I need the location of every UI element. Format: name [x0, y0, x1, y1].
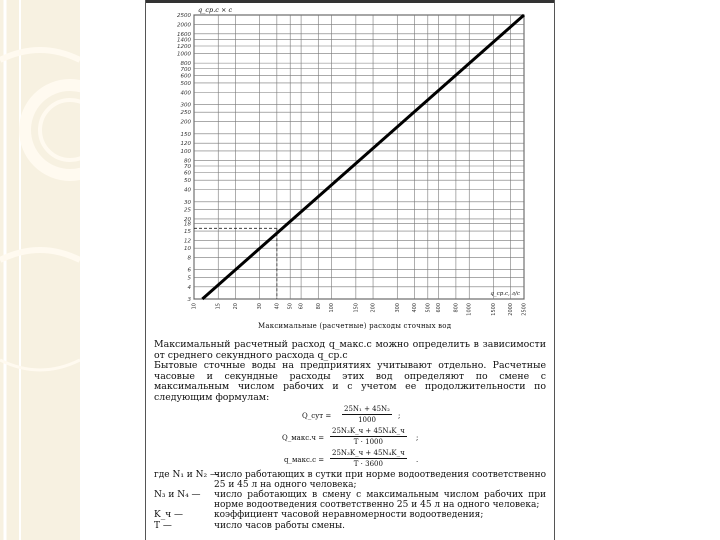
definition-symbol: T —	[154, 520, 172, 531]
definition-text: число работающих в смену с максимальным числом рабочих при норме водоотведения соответственно 25 и 45 л на одного человека;	[214, 489, 546, 511]
formula-3-denominator: T · 3600	[353, 460, 383, 469]
definition-symbol: K_ч —	[154, 510, 184, 521]
paragraph-1: Максимальный расчетный расход q_макс.с можно определить в зависимости от среднего секундного расхода q_ср.с	[154, 339, 546, 361]
x-tick-label: 2000	[508, 303, 515, 316]
formula-1-denominator: 1000	[358, 416, 376, 425]
definition-text: коэффициент часовой неравномерности водоотведения;	[214, 510, 484, 521]
formula-hourly	[154, 426, 546, 448]
y-tick-label: 70	[184, 163, 191, 170]
formula-1-lhs: Q_сут =	[302, 411, 332, 420]
y-tick-label: 1600	[177, 31, 191, 38]
y-tick-label: 250	[180, 110, 191, 117]
y-tick-label: 2500	[177, 13, 191, 19]
x-tick-label: 20	[232, 303, 239, 310]
formula-1-numerator: 25N₁ + 45N₂	[342, 404, 392, 416]
x-tick-label: 600	[436, 303, 443, 313]
formula-3-lhs: q_макс.с =	[284, 455, 325, 464]
y-tick-label: 80	[184, 158, 191, 165]
formula-2-fraction	[330, 426, 407, 448]
formula-3-numerator: 25N₃K_ч + 45N₄K_ч	[330, 448, 407, 460]
y-tick-label: 10	[184, 246, 191, 253]
y-tick-label: 18	[184, 221, 191, 228]
x-tick-label: 60	[298, 303, 305, 310]
definition-text: число часов работы смены.	[214, 520, 346, 531]
definition-n3-n4	[154, 490, 546, 510]
x-tick-label: 40	[274, 303, 281, 310]
y-tick-label: 12	[184, 238, 191, 245]
y-tick-label: 150	[180, 131, 191, 138]
definition-symbol: где N₁ и N₂ —	[154, 469, 219, 480]
formula-1-fraction	[342, 404, 392, 426]
x-axis-label: q_ср.с, л/с	[490, 291, 520, 297]
y-tick-label: 200	[180, 119, 191, 126]
y-tick-label: 700	[180, 66, 191, 73]
definition-t	[154, 521, 546, 531]
formula-2-lhs: Q_макс.ч =	[282, 433, 325, 442]
x-tick-label: 50	[287, 303, 294, 310]
chart-svg	[146, 3, 554, 333]
x-tick-label: 2500	[521, 303, 528, 316]
y-tick-label: 30	[184, 199, 191, 206]
series-line	[202, 15, 524, 299]
formula-second	[154, 448, 546, 470]
y-tick-label: 50	[184, 178, 191, 185]
y-tick-label: 15	[184, 229, 191, 236]
x-tick-label: 300	[394, 303, 401, 313]
decorative-swirl-icon	[0, 0, 80, 540]
x-tick-label: 30	[257, 303, 264, 310]
y-tick-label: 40	[184, 187, 191, 194]
formula-2-denominator: T · 1000	[353, 438, 383, 447]
y-tick-label: 600	[180, 73, 191, 80]
formula-3-fraction	[330, 448, 407, 470]
y-tick-label: 3	[187, 297, 191, 303]
y-tick-label: 6	[187, 267, 191, 274]
x-tick-label: 500	[425, 303, 432, 313]
y-tick-label: 25	[184, 207, 191, 214]
text-block	[154, 340, 546, 531]
x-tick-label: 80	[315, 303, 322, 310]
y-tick-label: 800	[180, 61, 191, 68]
y-tick-label: 4	[187, 284, 191, 291]
scanned-page	[145, 0, 555, 540]
y-tick-label: 1400	[177, 37, 191, 44]
y-tick-label: 2000	[177, 22, 191, 29]
x-tick-label: 1500	[490, 303, 497, 316]
x-tick-label: 400	[411, 303, 418, 313]
x-tick-label: 15	[215, 303, 222, 310]
decorative-strip	[0, 0, 80, 540]
definition-text: число работающих в сутки при норме водоотведения соответственно 25 и 45 л на одного человека;	[214, 469, 546, 490]
formula-3-period: .	[416, 455, 419, 464]
definition-kch	[154, 510, 546, 520]
x-tick-label: 200	[370, 303, 377, 313]
y-tick-label: 8	[187, 255, 191, 262]
chart-caption: Максимальные (расчетные) расходы сточных вод	[258, 322, 452, 330]
x-tick-label: 100	[329, 303, 336, 313]
formula-2-semicolon: ;	[416, 433, 419, 442]
definition-symbol: N₃ и N₄ —	[154, 489, 201, 500]
x-tick-label: 1000	[466, 303, 473, 316]
y-axis-label: q_ср.с × c	[198, 6, 233, 14]
y-tick-label: 20	[184, 216, 191, 223]
formula-2-numerator: 25N₃K_ч + 45N₄K_ч	[330, 426, 407, 438]
y-tick-label: 1000	[177, 51, 191, 58]
y-tick-label: 5	[187, 275, 191, 282]
nomogram-chart	[146, 3, 554, 338]
paragraph-2: Бытовые сточные воды на предприятиях учитывают отдельно. Расчетные часовые и секундные расходы этих вод определяют по смене с максимальным числом рабочих и с учетом ее продолжительности по следующим формулам:	[154, 360, 546, 403]
x-tick-label: 10	[191, 303, 198, 310]
definitions-list	[154, 470, 546, 531]
y-tick-label: 120	[180, 141, 191, 148]
x-tick-label: 800	[453, 303, 460, 313]
definition-n1-n2	[154, 470, 546, 490]
y-tick-label: 400	[180, 90, 191, 97]
y-tick-label: 100	[180, 148, 191, 155]
x-tick-label: 150	[353, 303, 360, 313]
y-tick-label: 60	[184, 170, 191, 177]
y-tick-label: 1200	[177, 43, 191, 50]
formula-daily	[154, 404, 546, 426]
formula-1-semicolon: ;	[398, 411, 401, 420]
y-tick-label: 300	[180, 102, 191, 109]
y-tick-label: 500	[180, 80, 191, 87]
